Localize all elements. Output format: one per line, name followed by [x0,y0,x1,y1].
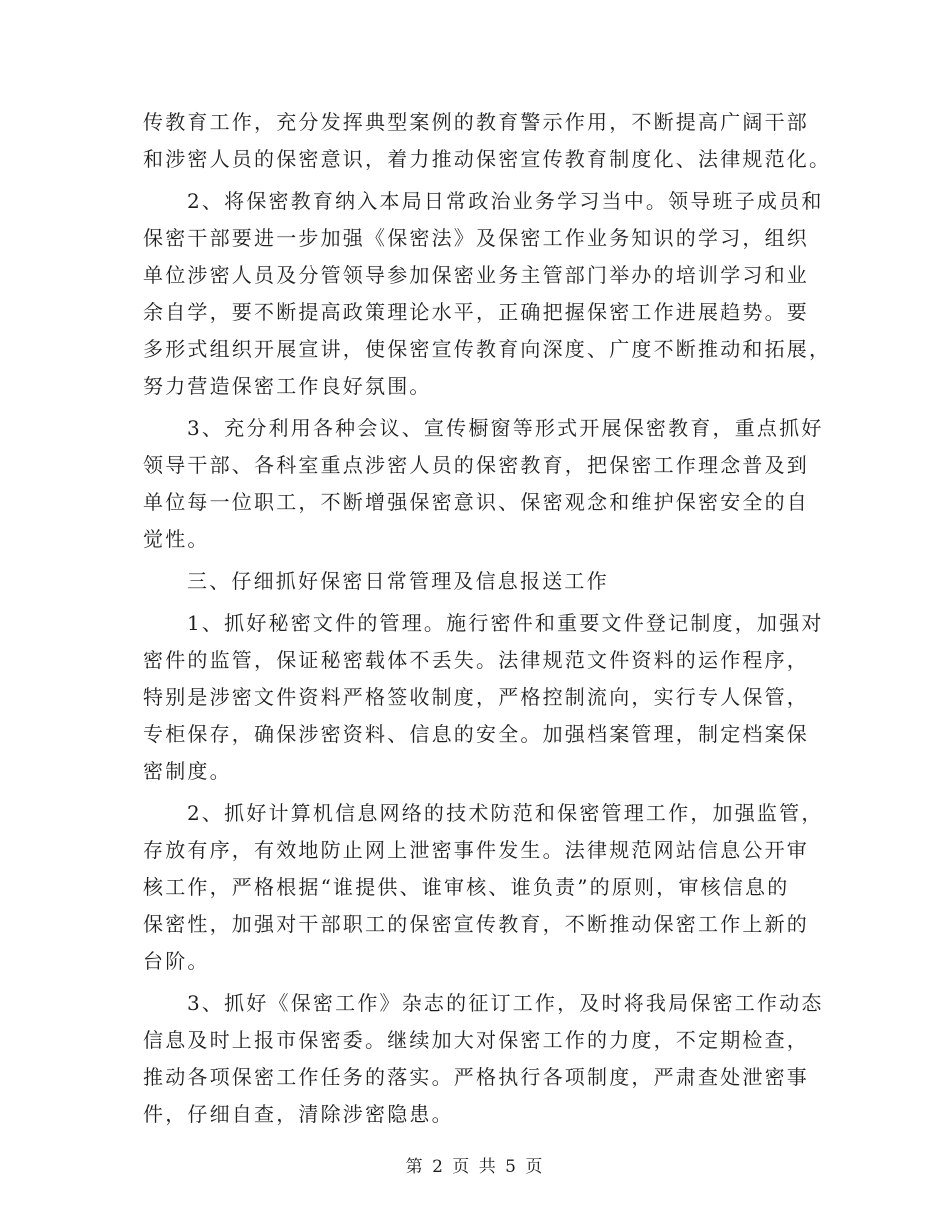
text-line: 推动各项保密工作任务的落实。严格执行各项制度，严肃查处泄密事 [143,1065,809,1089]
text-line: 件，仔细自查，清除涉密隐患。 [143,1102,454,1126]
text-line: 余自学，要不断提高政策理论水平，正确把握保密工作进展趋势。要 [143,300,809,324]
text-line: 信息及时上报市保密委。继续加大对保密工作的力度，不定期检查， [143,1028,809,1052]
text-line: 保密性，加强对干部职工的保密宣传教育，不断推动保密工作上新的 [143,912,809,936]
paragraph-start-line: 3、抓好《保密工作》杂志的征订工作，及时将我局保密工作动态 [187,991,824,1015]
text-line: 单位每一位职工，不断增强保密意识、保密观念和维护保密安全的自 [143,490,809,514]
section-heading: 三、仔细抓好保密日常管理及信息报送工作 [187,569,609,593]
text-line: 保密干部要进一步加强《保密法》及保密工作业务知识的学习，组织 [143,226,809,250]
text-line: 密制度。 [143,759,232,783]
text-line: 密件的监管，保证秘密载体不丢失。法律规范文件资料的运作程序， [143,648,809,672]
text-line: 和涉密人员的保密意识，着力推动保密宣传教育制度化、法律规范化。 [143,147,832,171]
paragraph-start-line: 3、充分利用各种会议、宣传橱窗等形式开展保密教育，重点抓好 [187,416,824,440]
paragraph-start-line: 1、抓好秘密文件的管理。施行密件和重要文件登记制度，加强对 [187,611,824,635]
text-line: 领导干部、各科室重点涉密人员的保密教育，把保密工作理念普及到 [143,453,809,477]
text-line: 觉性。 [143,527,210,551]
text-line: 单位涉密人员及分管领导参加保密业务主管部门举办的培训学习和业 [143,263,809,287]
text-line: 传教育工作，充分发挥典型案例的教育警示作用，不断提高广阔干部 [143,110,809,134]
text-line: 努力营造保密工作良好氛围。 [143,374,432,398]
document-body [143,104,832,1133]
text-line: 核工作，严格根据“谁提供、谁审核、谁负责”的原则，审核信息的 [143,875,790,899]
paragraph-start-line: 2、将保密教育纳入本局日常政治业务学习当中。领导班子成员和 [187,189,824,213]
text-line: 台阶。 [143,949,210,973]
paragraph-start-line: 2、抓好计算机信息网络的技术防范和保密管理工作，加强监管， [187,801,824,825]
text-line: 特别是涉密文件资料严格签收制度，严格控制流向，实行专人保管， [143,685,809,709]
text-line: 多形式组织开展宣讲，使保密宣传教育向深度、广度不断推动和拓展， [143,337,832,361]
text-line: 专柜保存，确保涉密资料、信息的安全。加强档案管理，制定档案保 [143,722,809,746]
page-number-footer: 第 2 页 共 5 页 [405,1157,545,1177]
text-line: 存放有序，有效地防止网上泄密事件发生。法律规范网站信息公开审 [143,838,809,862]
